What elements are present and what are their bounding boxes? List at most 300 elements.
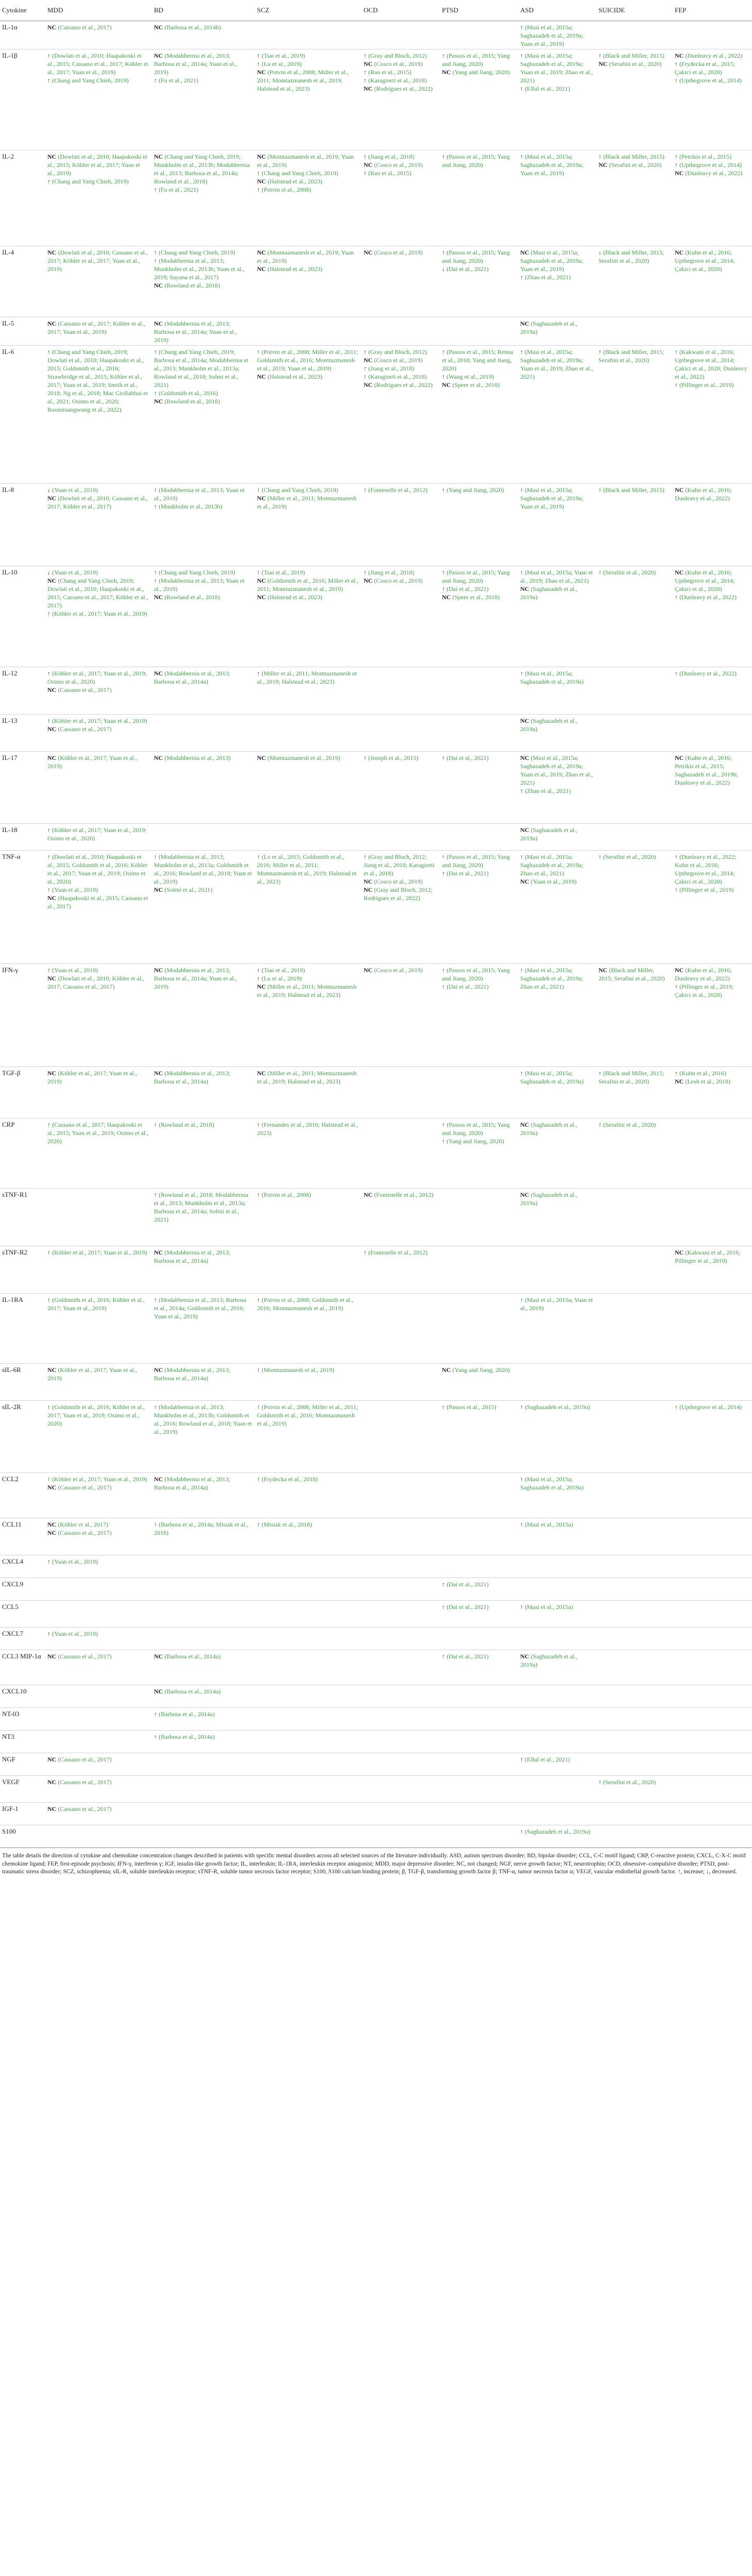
finding-cell <box>362 1555 440 1578</box>
finding-entry: NC (Haapakoski et al., 2015; Cassano et al., 2017) <box>47 894 148 910</box>
finding-cell <box>255 1364 362 1401</box>
finding-entry: ↑ (Gray and Bloch, 2012) <box>364 348 427 355</box>
finding-cell <box>673 1650 752 1685</box>
finding-cell <box>596 484 673 566</box>
finding-entry: ↑ (Masi et al., 2015a) <box>520 1521 573 1528</box>
finding-cell <box>518 1189 596 1246</box>
finding-entry: NC (Cassano et al., 2017) <box>47 686 112 693</box>
finding-cell <box>673 246 752 317</box>
finding-cell <box>673 1803 752 1825</box>
finding-cell <box>518 1776 596 1803</box>
finding-cell <box>362 851 440 964</box>
finding-cell <box>440 566 518 667</box>
finding-cell <box>596 824 673 851</box>
finding-cell <box>362 1628 440 1650</box>
finding-cell <box>45 1803 152 1825</box>
finding-cell <box>362 21 440 49</box>
finding-cell <box>45 150 152 246</box>
finding-cell <box>673 346 752 484</box>
finding-entry: ↑ (Serafini et al., 2020) <box>599 569 656 576</box>
finding-entry: ↑ (Köhler et al., 2017; Yuan et al., 2019) <box>47 1249 147 1256</box>
finding-cell <box>673 150 752 246</box>
finding-entry: NC (Modabbernia et al., 2013; Barbosa et al., 2014a) <box>154 670 230 685</box>
finding-cell <box>673 715 752 752</box>
finding-cell <box>440 851 518 964</box>
finding-cell <box>362 49 440 150</box>
finding-cell <box>45 1518 152 1555</box>
finding-entry: ↑ (Passos et al., 2015; Yang and Jiang, 2020) <box>442 853 510 869</box>
finding-entry: ↑ (Karagiorti et al., 2018) <box>364 373 427 380</box>
finding-cell <box>518 1601 596 1628</box>
finding-cell <box>440 1708 518 1731</box>
cytokine-cell: TGF-β <box>0 1067 45 1118</box>
finding-cell <box>152 964 255 1067</box>
finding-cell <box>362 1803 440 1825</box>
finding-cell <box>673 851 752 964</box>
finding-cell <box>152 346 255 484</box>
finding-entry: ↑ (Potvin et al., 2008) <box>257 1191 311 1198</box>
finding-entry: NC (Barbosa et al., 2014a) <box>154 1688 221 1695</box>
finding-cell <box>596 1776 673 1803</box>
header-ocd: OCD <box>362 0 440 21</box>
finding-cell <box>362 1708 440 1731</box>
finding-cell <box>440 484 518 566</box>
finding-cell <box>152 1731 255 1753</box>
finding-entry: ↑ (Masi et al., 2015a; Saghazadeh et al., 2019a; Yuan et al., 2019) <box>520 153 584 177</box>
finding-entry: ↑ (Modabbernia et al., 2013; Yuan et al., 2019) <box>154 486 245 502</box>
finding-cell <box>673 1601 752 1628</box>
finding-cell <box>518 1294 596 1364</box>
finding-cell <box>518 484 596 566</box>
finding-cell <box>255 1189 362 1246</box>
finding-cell <box>596 150 673 246</box>
finding-cell <box>152 1685 255 1708</box>
finding-cell <box>518 566 596 667</box>
finding-cell <box>518 150 596 246</box>
finding-cell <box>255 851 362 964</box>
finding-entry: ↑ (Passos et al., 2015; Renna et al., 2018; Yang and Jiang, 2020) <box>442 348 514 372</box>
finding-entry: NC (Momtazmanesh et al., 2019) <box>257 754 340 761</box>
finding-cell <box>255 824 362 851</box>
finding-cell <box>362 566 440 667</box>
finding-entry: NC (Gray and Bloch, 2012; Rodrigues et al., 2022) <box>364 886 433 902</box>
finding-entry: ↑ (Chang and Yang Chieh, 2019; Barbosa et al., 2014a; Modabbernia et al., 2013; Munkholm et al., 2013a; Rowland et al., 2018; Solmi et al., 2021) <box>154 348 248 388</box>
finding-entry: ↑ (Dunleavy et al., 2022) <box>675 594 737 601</box>
finding-cell <box>45 667 152 715</box>
finding-cell <box>596 1628 673 1650</box>
finding-cell <box>673 1294 752 1364</box>
finding-cell <box>673 1473 752 1518</box>
finding-entry: NC (Modabbernia et al., 2013; Barbosa et al., 2014a) <box>154 1476 230 1491</box>
header-asd: ASD <box>518 0 596 21</box>
finding-cell <box>152 1601 255 1628</box>
finding-entry: NC (Dowlati et al., 2010; Köhler et al., 2017; Cassano et al., 2017) <box>47 975 145 990</box>
finding-entry: NC (Rodrigues et al., 2022) <box>364 381 433 388</box>
finding-cell <box>45 1246 152 1294</box>
finding-cell <box>45 1628 152 1650</box>
finding-cell <box>255 246 362 317</box>
finding-entry: ↑ (Serafini et al., 2020) <box>599 853 656 860</box>
finding-cell <box>362 1601 440 1628</box>
finding-entry: NC (Yang and Jiang, 2020) <box>442 69 510 76</box>
finding-entry: ↑ (Barbosa et al., 2014a) <box>154 1733 215 1740</box>
finding-entry: ↑ (Fu et al., 2021) <box>154 186 198 193</box>
finding-entry: ↑ (Black and Miller, 2015; Serafini et al., 2020) <box>599 1070 664 1085</box>
finding-entry: NC (Yuan et al., 2019) <box>520 878 577 885</box>
finding-entry: ↑ (Dunleavy et al., 2022) <box>675 670 737 677</box>
finding-entry: ↑ (Passos et al., 2015) <box>442 1403 497 1411</box>
finding-cell <box>255 1731 362 1753</box>
finding-cell <box>152 1628 255 1650</box>
finding-cell <box>673 752 752 824</box>
finding-entry: ↑ (Jiang et al., 2018) <box>364 365 415 372</box>
finding-entry: ↑ (Kuhn et al., 2016) <box>675 1070 726 1077</box>
finding-cell <box>152 752 255 824</box>
finding-entry: ↑ (Yuan et al., 2019) <box>47 967 98 974</box>
table-footnote: The table details the direction of cytokine and chemokine concentration changes described in patients with specific mental disorders across all selected sources of the literature individually. ASD, autism spectrum disorder; BD, bipolar disorder; CCL, C-C motif ligand; CRP, C-reactive protein; CXCL, C-X-C motif chemokine ligand; FEP, first-episode psychosis; IFN-γ, interferon γ; IGF, insulin-like growth factor; IL, interleukin; IL-1RA, interleukin receptor antagonist; MDD, major depressive disorder; NC, not changed; NGF, nerve growth factor; NT, neurotrophin; OCD, obsessive–compulsive disorder; PTSD, post-traumatic stress disorder; SCZ, schizophrenia; sIL-R, soluble interleukin receptor; sTNF-R, soluble tumor necrosis factor receptor; S100, S100 calcium binding protein; β, TGF-β, transforming growth factor β; TNF-α, tumor necrosis factor α; VEGF, vascular endothelial growth factor. ↑, increase; ↓, decreased. <box>2 1853 746 1875</box>
finding-entry: ↑ (Passos et al., 2015; Yang and Jiang, 2020) <box>442 153 510 168</box>
header-ptsd: PTSD <box>440 0 518 21</box>
finding-cell <box>440 1118 518 1189</box>
finding-cell <box>440 246 518 317</box>
finding-cell <box>362 246 440 317</box>
table-row <box>0 566 752 667</box>
finding-cell <box>362 1189 440 1246</box>
finding-entry: ↑ (Serafini et al., 2020) <box>599 1121 656 1128</box>
finding-cell <box>673 1401 752 1473</box>
finding-entry: ↑ (Fontenelle et al., 2012) <box>364 486 428 494</box>
finding-entry: ↑ (Modabbernia et al., 2013; Munkholm et al., 2013b; Goldsmith et al., 2016; Rowland et al., 2018; Yuan et al., 2019) <box>154 1403 252 1435</box>
cytokine-cell: CCL5 <box>0 1601 45 1628</box>
finding-cell <box>673 1731 752 1753</box>
finding-entry: ↑ (Zhao et al., 2021) <box>520 274 571 281</box>
finding-entry: ↑ (Yuan et al., 2019) <box>47 1630 98 1637</box>
finding-cell <box>440 1246 518 1294</box>
table-row <box>0 1731 752 1753</box>
finding-cell <box>440 1825 518 1848</box>
finding-cell <box>152 1118 255 1189</box>
finding-entry: NC (Masi et al., 2015a; Saghazadeh et al., 2019a; Yuan et al., 2019; Zhao et al., 2021) <box>520 754 593 786</box>
finding-entry: NC (Dunleavy et al., 2022) <box>675 170 743 177</box>
finding-cell <box>596 1753 673 1776</box>
finding-entry: ↑ (Tsai et al., 2019) <box>257 52 305 59</box>
finding-cell <box>596 1294 673 1364</box>
finding-entry: NC (Black and Miller, 2015; Serafini et al., 2020) <box>599 967 665 982</box>
finding-entry: NC (Chang and Yang Chieh, 2019; Munkholm et al., 2013b; Modabbernia et al., 2013; Barbosa et al., 2014a; Rowland et al., 2018) <box>154 153 250 185</box>
finding-entry: NC (Cassano et al., 2017) <box>47 1756 112 1763</box>
finding-entry: NC (Halstead et al., 2023) <box>257 373 322 380</box>
finding-entry: ↑ (Masi et al., 2015a; Saghazadeh et al., 2019a; Zhao et al., 2021) <box>520 967 584 990</box>
finding-entry: NC (Köhler et al., 2017; Yuan et al., 2019) <box>47 1070 137 1085</box>
finding-cell <box>440 1731 518 1753</box>
finding-cell <box>440 49 518 150</box>
finding-entry: ↑ (Masi et al., 2015a; Saghazadeh et al., 2019a; Yuan et al., 2019; Zhao et al., 2021) <box>520 52 593 84</box>
cytokine-cell: CXCL7 <box>0 1628 45 1650</box>
finding-cell <box>362 1650 440 1685</box>
finding-entry: ↑ (Dai et al., 2021) <box>442 1653 489 1660</box>
cytokine-cell: IGF-1 <box>0 1803 45 1825</box>
finding-cell <box>673 1067 752 1118</box>
header-cytokine: Cytokine <box>0 0 45 21</box>
table-row <box>0 49 752 150</box>
finding-entry: ↑ (Modabbernia et al., 2013; Yuan et al., 2019) <box>154 577 245 592</box>
finding-cell <box>518 317 596 346</box>
finding-cell <box>45 246 152 317</box>
finding-cell <box>596 346 673 484</box>
cytokine-cell: IFN-γ <box>0 964 45 1067</box>
finding-entry: ↑ (Jiang et al., 2018) <box>364 153 415 160</box>
finding-entry: NC (Speer et al., 2018) <box>442 594 500 601</box>
finding-entry: ↑ (Barbosa et al., 2014a; Misiak et al., 2018) <box>154 1521 248 1536</box>
finding-cell <box>45 1731 152 1753</box>
finding-entry: ↑ (Pillinger et al., 2019) <box>675 381 734 388</box>
finding-entry: ↓ (Dai et al., 2021) <box>442 265 489 273</box>
finding-entry: ↑ (Dunleavy et al., 2022; Kuhn et al., 2016; Upthegrove et al., 2014; Çakici et al., 2020) <box>675 853 737 885</box>
table-row <box>0 1628 752 1650</box>
finding-entry: ↑ (Kakwani et al., 2016; Upthegrove et al., 2014; Çakici et al., 2020; Dunleavy et al., 2022) <box>675 348 747 380</box>
cytokine-cell: IL-10 <box>0 566 45 667</box>
cytokine-cell: IL-17 <box>0 752 45 824</box>
cytokine-cell: CXCL10 <box>0 1685 45 1708</box>
finding-cell <box>673 1555 752 1578</box>
finding-entry: ↑ (Zhao et al., 2021) <box>520 787 571 794</box>
finding-entry: ↑ (Yuan et al., 2019) <box>47 886 98 893</box>
finding-cell <box>255 1753 362 1776</box>
finding-entry: NC (Kakwani et al., 2016; Pillinger et al., 2019) <box>675 1249 741 1264</box>
finding-entry: NC (Cassano et al., 2017) <box>47 1484 112 1491</box>
finding-entry: NC (Kuhn et al., 2016; Upthegrove et al., 2014; Çakici et al., 2020) <box>675 569 735 592</box>
finding-cell <box>362 1685 440 1708</box>
finding-cell <box>596 1118 673 1189</box>
finding-entry: ↑ (Dowlati et al., 2010; Haapakoski et al., 2015; Goldsmith et al., 2016; Köhler et al., 2017; Yuan et al., 2019; Osimo et al., 2020) <box>47 853 148 885</box>
finding-entry: NC (Cassano et al., 2017) <box>47 1805 112 1812</box>
finding-entry: NC (Kuhn et al., 2016; Dunleavy et al., 2022) <box>675 486 732 502</box>
finding-cell <box>362 1294 440 1364</box>
finding-entry: ↑ (Yuan et al., 2019) <box>47 1558 98 1565</box>
finding-cell <box>518 1825 596 1848</box>
finding-cell <box>596 317 673 346</box>
finding-cell <box>255 1401 362 1473</box>
finding-entry: NC (Serafini et al., 2020) <box>599 60 662 67</box>
finding-cell <box>152 484 255 566</box>
finding-entry: ↑ (Dai et al., 2021) <box>442 754 489 761</box>
header-mdd: MDD <box>45 0 152 21</box>
cytokine-cell: IL-12 <box>0 667 45 715</box>
finding-cell <box>518 667 596 715</box>
finding-entry: NC (Yang and Jiang, 2020) <box>442 1366 510 1374</box>
table-header-row <box>0 0 752 21</box>
finding-cell <box>440 150 518 246</box>
finding-cell <box>673 1189 752 1246</box>
finding-entry: NC (Rowland et al., 2018) <box>154 594 220 601</box>
finding-entry: ↑ (Dai et al., 2021) <box>442 1603 489 1611</box>
finding-cell <box>362 667 440 715</box>
finding-entry: ↑ (Upthegrove et al., 2014) <box>675 161 742 168</box>
finding-entry: ↑ (Masi et al., 2015a; Saghazadeh et al., 2019a) <box>520 670 584 685</box>
cytokine-cell: IL-18 <box>0 824 45 851</box>
finding-entry: ↑ (Goldsmith et al., 2016; Köhler et al., 2017; Yuan et al., 2019) <box>47 1296 145 1312</box>
table-row <box>0 667 752 715</box>
finding-cell <box>152 150 255 246</box>
finding-cell <box>596 1401 673 1473</box>
finding-cell <box>518 1628 596 1650</box>
finding-cell <box>518 1803 596 1825</box>
finding-cell <box>255 1650 362 1685</box>
finding-entry: ↓ (Yuan et al., 2019) <box>47 486 98 494</box>
finding-cell <box>518 1650 596 1685</box>
finding-cell <box>152 1364 255 1401</box>
cytokine-cell: NT-03 <box>0 1708 45 1731</box>
finding-cell <box>440 1555 518 1578</box>
finding-entry: ↑ (Masi et al., 2015a; Saghazadeh et al., 2019a; Zhao et al., 2021) <box>520 853 584 877</box>
table-row <box>0 1776 752 1803</box>
finding-entry: ↑ (Fernandes et al., 2016; Halstead et al., 2023) <box>257 1121 358 1137</box>
finding-entry: NC (Modabbernia et al., 2013; Barbosa et al., 2014a; Yuan et al., 2019) <box>154 967 237 990</box>
finding-cell <box>440 1578 518 1601</box>
finding-entry: ↑ (Masi et al., 2015a; Yuan et al., 2019; Zhao et al., 2021) <box>520 569 593 584</box>
finding-entry: ↑ (Saghazadeh et al., 2019a) <box>520 1828 590 1835</box>
finding-cell <box>362 1067 440 1118</box>
finding-entry: NC (Miller et al., 2011; Momtazmanesh et al., 2019; Halstead et al., 2023) <box>257 1070 357 1085</box>
finding-cell <box>255 317 362 346</box>
finding-entry: NC (Lesh et al., 2018) <box>675 1078 730 1085</box>
finding-cell <box>518 1518 596 1555</box>
finding-cell <box>45 1578 152 1601</box>
finding-cell <box>255 346 362 484</box>
finding-cell <box>45 824 152 851</box>
finding-cell <box>45 1364 152 1401</box>
finding-entry: NC (Köhler et al., 2017) <box>47 1521 108 1528</box>
finding-cell <box>596 752 673 824</box>
table-row <box>0 1118 752 1189</box>
finding-cell <box>255 1685 362 1708</box>
finding-entry: ↑ (Tsai et al., 2019) <box>257 967 305 974</box>
finding-entry: ↑ (Frydecka et al., 2015; Çakici et al., 2020) <box>675 60 736 76</box>
header-suicide: SUICIDE <box>596 0 673 21</box>
finding-entry: ↑ (Momtazmanesh et al., 2019) <box>257 1366 334 1374</box>
finding-cell <box>596 1825 673 1848</box>
finding-cell <box>673 21 752 49</box>
finding-cell <box>440 1473 518 1518</box>
cytokine-cell: CCL3 MIP-1α <box>0 1650 45 1685</box>
finding-entry: ↑ (Modabbernia et al., 2013; Munkholm et al., 2013b; Yuan et al., 2019; Sayana et al., 2017) <box>154 257 245 281</box>
finding-entry: NC (Kuhn et al., 2016; Petrikis et al., 2015; Saghazadeh et al., 2019b; Dunleavy et al., 2022) <box>675 754 738 786</box>
finding-cell <box>255 1708 362 1731</box>
header-bd: BD <box>152 0 255 21</box>
finding-cell <box>362 1578 440 1601</box>
finding-entry: ↑ (Köhler et al., 2017; Yuan et al., 2019) <box>47 717 147 724</box>
finding-cell <box>673 1628 752 1650</box>
finding-cell <box>362 1118 440 1189</box>
finding-cell <box>518 824 596 851</box>
finding-cell <box>255 1628 362 1650</box>
finding-entry: NC (Modabbernia et al., 2013; Barbosa et al., 2014a) <box>154 1070 230 1085</box>
table-row <box>0 1246 752 1294</box>
finding-cell <box>596 1731 673 1753</box>
finding-cell <box>362 484 440 566</box>
finding-cell <box>152 1518 255 1555</box>
cytokine-cell: S100 <box>0 1825 45 1848</box>
finding-cell <box>518 964 596 1067</box>
finding-entry: NC (Dowlati et al., 2010; Cassano et al., 2017; Köhler et al., 2017; Yuan et al., 2019) <box>47 249 148 273</box>
finding-entry: ↑ (Black and Miller, 2015) <box>599 52 664 59</box>
finding-entry: ↑ (Passos et al., 2015; Yang and Jiang, 2020) <box>442 967 510 982</box>
finding-cell <box>152 49 255 150</box>
finding-entry: ↑ (Gray and Bloch, 2012; Jiang et al., 2018; Karagiorti et al., 2018) <box>364 853 435 877</box>
finding-cell <box>152 1401 255 1473</box>
finding-cell <box>440 1776 518 1803</box>
finding-entry: ↑ (Upthegrove et al., 2014) <box>675 1403 742 1411</box>
table-row <box>0 1067 752 1118</box>
finding-entry: NC (Saghazadeh et al., 2019a) <box>520 320 577 335</box>
finding-cell <box>673 1776 752 1803</box>
finding-entry: ↑ (Joseph et al., 2015) <box>364 754 418 761</box>
finding-entry: NC (Saghazadeh et al., 2019a) <box>520 1121 577 1137</box>
finding-cell <box>518 715 596 752</box>
finding-entry: NC (Dowlati et al., 2010; Haapakoski et al., 2015; Köhler et al., 2017; Yuan et al., 2019) <box>47 153 147 177</box>
table-row <box>0 484 752 566</box>
cytokine-cell: IL-1RA <box>0 1294 45 1364</box>
finding-cell <box>440 1803 518 1825</box>
finding-cell <box>518 1578 596 1601</box>
table-row <box>0 824 752 851</box>
finding-entry: NC (Halstead et al., 2023) <box>257 265 322 273</box>
table-row <box>0 964 752 1067</box>
finding-entry: ↑ (Dai et al., 2021) <box>442 585 489 592</box>
finding-cell <box>45 1776 152 1803</box>
finding-entry: NC (Dunleavy et al., 2022) <box>675 52 743 59</box>
finding-cell <box>673 484 752 566</box>
finding-entry: ↑ (Yang and Jiang, 2020) <box>442 486 504 494</box>
finding-entry: ↑ (Cassano et al., 2017; Haapakoski et al., 2015; Yuan et al., 2019; Osimo et al., 2020) <box>47 1121 149 1145</box>
finding-cell <box>596 851 673 964</box>
finding-cell <box>362 1776 440 1803</box>
finding-cell <box>45 317 152 346</box>
cytokine-cell: sTNF-R1 <box>0 1189 45 1246</box>
finding-cell <box>440 1601 518 1628</box>
finding-cell <box>596 1650 673 1685</box>
finding-entry: ↑ (Upthegrove et al., 2014) <box>675 77 742 84</box>
finding-cell <box>255 1776 362 1803</box>
finding-cell <box>440 1401 518 1473</box>
finding-cell <box>362 1518 440 1555</box>
finding-cell <box>152 715 255 752</box>
finding-cell <box>596 1708 673 1731</box>
finding-cell <box>440 1753 518 1776</box>
finding-cell <box>596 1555 673 1578</box>
table-row <box>0 752 752 824</box>
finding-entry: ↑ (Masi et al., 2015a; Saghazadeh et al., 2019a; Yuan et al., 2019) <box>520 24 584 47</box>
finding-cell <box>255 1518 362 1555</box>
finding-entry: NC (Rodrigues et al., 2022) <box>364 85 433 92</box>
finding-entry: ↑ (Miller et al., 2011; Momtazmanesh et al., 2019; Halstead et al., 2023) <box>257 670 357 685</box>
finding-entry: ↑ (Potvin et al., 2008; Miller et al., 2011; Goldsmith et al., 2016; Momtazmanesh et al., 2019) <box>257 1403 358 1427</box>
table-row <box>0 1364 752 1401</box>
finding-cell <box>255 964 362 1067</box>
finding-cell <box>596 21 673 49</box>
finding-cell <box>45 49 152 150</box>
finding-entry: NC (Masi et al., 2015a; Saghazadeh et al., 2019a; Yuan et al., 2019) <box>520 249 584 273</box>
finding-cell <box>518 1364 596 1401</box>
finding-entry: ↑ (Masi et al., 2015a; Saghazadeh et al., 2019a; Yuan et al., 2019) <box>520 486 584 510</box>
finding-cell <box>152 1294 255 1364</box>
finding-cell <box>152 1708 255 1731</box>
finding-entry: ↑ (Black and Miller, 2015) <box>599 486 664 494</box>
table-row <box>0 851 752 964</box>
finding-entry: NC (Saghazadeh et al., 2019a) <box>520 1191 577 1207</box>
finding-entry: ↑ (Masi et al., 2015a) <box>520 1603 573 1611</box>
finding-entry: NC (Kuhn et al., 2016; Upthegrove et al., 2014; Çakici et al., 2020) <box>675 249 735 273</box>
